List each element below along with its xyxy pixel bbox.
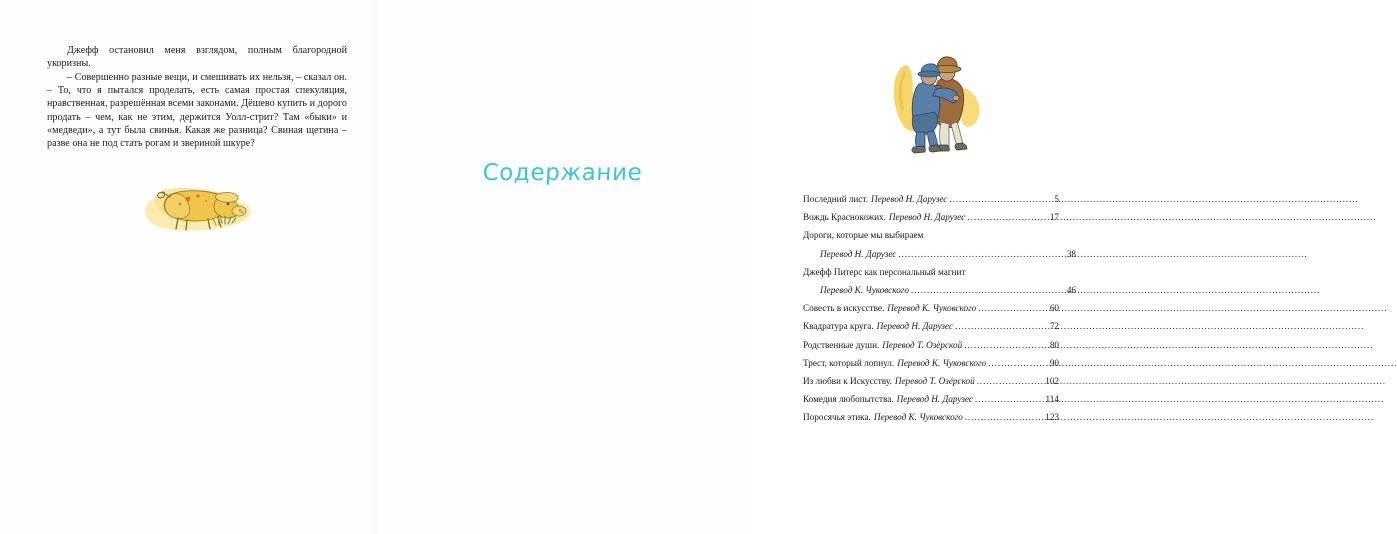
toc-leader [949, 194, 1043, 205]
toc-entry-translator: Перевод Т. Озёрской [894, 375, 975, 386]
toc-heading: Содержание [481, 160, 644, 186]
body-paragraph-2: – Совершенно разные вещи, и смешивать их нельзя, – сказал он. – То, что я пытался проделать, есть самая простая спекуляция, нравственная, разрешённая всеми законами. Дёшево купить и дорого продать – чем, как не этим, держится Уолл-стрит? Там «быки» и «медведи», а тут была свинья. Какая же разница? Свиная щетина – разве она не под стать рогам и звериной шкуре? [47, 71, 347, 150]
body-text-block [47, 44, 347, 151]
toc-entry[interactable] [803, 194, 1059, 205]
toc-entry-title: Комедия любопытства. [803, 394, 894, 405]
toc-entry-page: 114 [1045, 394, 1059, 405]
toc-entry-title: Дороги, которые мы выбираем [803, 230, 924, 241]
pig-illustration [140, 173, 258, 235]
toc-entry-page: 90 [1049, 357, 1059, 368]
toc-entry-title: Родственные души. [803, 339, 880, 350]
toc-entry-translator: Перевод К. Чуковского [887, 303, 977, 314]
right-page [375, 0, 1076, 534]
toc-entry[interactable] [803, 266, 1076, 296]
toc-entry-translator: Перевод Н. Дарузес [888, 212, 966, 223]
body-paragraph-1: Джефф остановил меня взглядом, полным благородной укоризны. [47, 45, 347, 70]
toc-entry[interactable] [803, 394, 1059, 405]
toc-entry-translator: Перевод К. Чуковского [897, 357, 987, 368]
toc-leader [978, 303, 1043, 314]
toc-entry-translator: Перевод К. Чуковского [873, 412, 963, 423]
toc-entry-title: Вождь Краснокожих. [803, 212, 886, 223]
toc-entry-title: Джефф Питерс как персональный магнит [803, 266, 966, 277]
toc-leader [977, 376, 1043, 387]
toc-entry[interactable] [803, 212, 1059, 223]
toc-entry[interactable] [803, 340, 1059, 351]
toc-entry-translator: Перевод Т. Озёрской [882, 339, 963, 350]
toc-entry-translator: Перевод Н. Дарузес [876, 321, 954, 332]
toc-entry-translator: Перевод К. Чуковского [820, 284, 909, 295]
toc-leader [988, 358, 1043, 369]
toc-entry-title: Из любви к Искусству. [803, 375, 892, 386]
toc-entry[interactable] [803, 376, 1059, 387]
toc-leader [975, 394, 1043, 405]
toc-entry-page: 46 [1066, 284, 1076, 295]
toc-entry[interactable] [803, 412, 1059, 423]
toc-leader [898, 249, 1060, 260]
toc-entry[interactable] [803, 303, 1059, 314]
toc-entry-translator: Перевод Н. Дарузес [820, 248, 897, 259]
table-of-contents [803, 194, 1076, 430]
toc-leader [911, 285, 1060, 296]
toc-entry-page: 38 [1066, 248, 1076, 259]
couple-illustration [883, 38, 995, 158]
toc-entry-page: 80 [1049, 339, 1059, 350]
toc-leader [964, 340, 1043, 351]
toc-leader [967, 212, 1043, 223]
toc-entry-title: Совесть в искусстве. [803, 303, 885, 314]
toc-entry-page: 5 [1054, 194, 1059, 204]
toc-entry-title: Квадратура круга. [803, 321, 874, 332]
toc-leader [955, 321, 1043, 332]
toc-entry[interactable] [803, 358, 1059, 369]
toc-entry-page: 17 [1049, 212, 1059, 223]
toc-entry-title: Трест, который лопнул. [803, 357, 895, 368]
toc-entry-page: 123 [1045, 412, 1059, 423]
toc-entry[interactable] [803, 230, 1076, 259]
toc-entry-title: Поросячья этика. [803, 412, 871, 423]
toc-entry-translator: Перевод Н. Дарузес [871, 194, 948, 204]
toc-entry-translator: Перевод Н. Дарузес [896, 394, 973, 405]
toc-entry-page: 102 [1045, 375, 1059, 386]
toc-entry-title: Последний лист. [803, 194, 868, 204]
toc-leader [965, 412, 1043, 423]
toc-entry-page: 60 [1049, 303, 1059, 314]
left-page [0, 0, 375, 534]
toc-entry[interactable] [803, 321, 1059, 332]
toc-entry-page: 72 [1049, 321, 1059, 332]
